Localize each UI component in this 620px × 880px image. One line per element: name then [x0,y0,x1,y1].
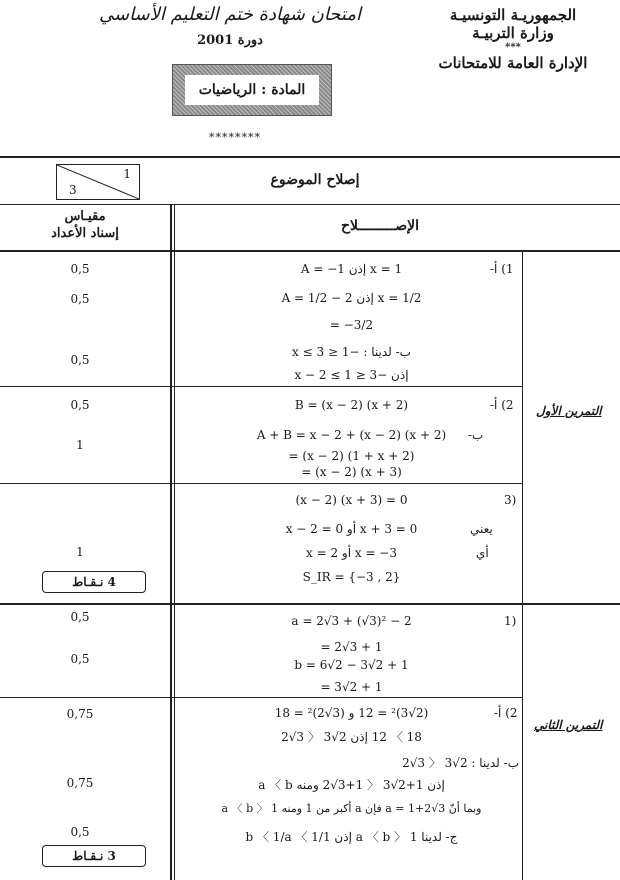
exercise-separator [0,603,620,605]
decorative-stars: ******** [209,131,261,144]
ministry-name: وزارة التربيـة [472,24,554,42]
ex1-score: 0,5 [70,398,90,412]
table-top-border [0,156,620,158]
header-row-bottom [0,250,620,252]
ex2-q2a-number: 2) أ- [494,706,518,720]
ex1-sep-1 [0,386,522,387]
title-row-bottom [0,204,620,205]
ex2-score: 0,5 [70,825,90,839]
col-divider-left-inner [174,204,175,880]
exercise2-label: التمرين الثاني [534,718,603,732]
ex1-q3-number: 3) [504,493,517,507]
ex2-score: 0,5 [70,610,90,624]
ex1-q3-ay: أي [476,546,489,560]
ex1-score: 1 [76,438,84,452]
scale-header-line1: مقيـاس [64,209,106,224]
ex1-q2b-number: ب- [468,428,484,442]
table-title: إصلاح الموضوع [270,172,360,188]
ex1-q2b-line: = (x − 2) (1 + x + 2) [288,449,415,463]
ex1-q3-line: (x − 2) (x + 3) = 0 [295,493,408,507]
ex1-score: 0,5 [70,262,90,276]
ex2-score: 0,75 [66,707,94,721]
ex2-q1-line: b = 6√2 − 3√2 + 1 [294,658,409,672]
page-total: 3 [69,183,77,197]
page-current: 1 [123,167,131,181]
ex1-points-box: 4 نـقـاط [42,571,146,593]
ex1-q1b-line: ب- لدينا : −1 ≤ x ≤ 3 [292,345,411,359]
ex2-q2a-line: 18 〉 12 إذن 2√3 〈 3√2 [281,730,422,744]
country-name: الجمهوريـة التونسيـة [449,6,577,24]
ex2-q2c-line: ج- لدينا 1 〈 a 〈 b إذن 1/b 〈 1/a 〈 1 [245,830,458,844]
ex2-sep-1 [0,697,522,698]
exam-header [40,4,420,48]
subject-label: المادة : الرياضيات [185,75,319,105]
ex2-q2b-line: ب- لدينا : 2√3 〈 3√2 [402,756,519,770]
ex1-q2a-number: 2) أ- [490,398,514,412]
ex1-q3-solution-set: S_IR = {−3 , 2} [302,570,401,584]
ex2-q2b-line: إذن 1+2√3 〈 1+3√2 ومنه a 〈 b [258,778,445,792]
ex1-score: 1 [76,545,84,559]
ex2-q1-number: 1) [504,614,517,628]
ex2-q2a-line: (2√3)² = 12 و (3√2)² = 18 [274,706,429,720]
ex1-q1a-line: = −3/2 [329,318,374,332]
ex1-score: 0,5 [70,292,90,306]
ex1-sep-2 [0,483,522,484]
ex1-q1b-line: إذن −3 ≤ x − 2 ≤ 1 [294,368,409,382]
scale-header-line2: إسناد الأعداد [51,226,119,241]
ex1-q2a-line: B = (x − 2) (x + 2) [294,398,409,412]
ex2-q1-line: = 2√3 + 1 [320,640,383,654]
ex1-q2b-line: = (x − 2) (x + 3) [301,465,402,479]
col-divider-right [522,250,523,880]
ex2-points-box: 3 نـقـاط [42,845,146,867]
ex1-q3-line: x + 3 = 0 أو x − 2 = 0 [285,522,418,536]
scale-column-header [20,208,150,242]
ex1-q2b-line: A + B = x − 2 + (x − 2) (x + 2) [256,428,447,442]
col-divider-left [170,204,172,880]
ex1-q3-line: x = −3 أو x = 2 [306,546,397,560]
ex1-score: 0,5 [70,353,90,367]
ex1-q1a-line: x = 1/2 إذن A = 1/2 − 2 [281,291,422,305]
ex1-q3-yaani: يعني [470,522,493,536]
ex1-q1a-line: x = 1 إذن A = −1 [300,262,403,276]
institution-header [428,6,598,72]
header-stars: *** [505,42,521,53]
subject-box [172,64,332,116]
ex2-score: 0,75 [66,776,94,790]
page-number-box [56,164,140,200]
department-name: الإدارة العامة للامتحانات [438,54,588,72]
ex2-score: 0,5 [70,652,90,666]
ex1-q1a-number: 1) أ- [490,262,514,276]
exam-session: دورة 2001 [197,33,263,48]
correction-column-header: الإصـــــــــلاح [340,218,420,234]
ex2-q2b-line: وبما أنّ a = 1+2√3 فإن a أكبر من 1 ومنه 1 〈 a 〈 b [221,802,482,815]
exam-title: امتحان شهادة ختم التعليم الأساسي [98,4,362,25]
ex2-q1-line: = 3√2 + 1 [320,680,383,694]
ex2-q1-line: a = 2√3 + (√3)² − 2 [291,614,412,628]
exercise1-label: التمرين الأول [536,404,602,418]
